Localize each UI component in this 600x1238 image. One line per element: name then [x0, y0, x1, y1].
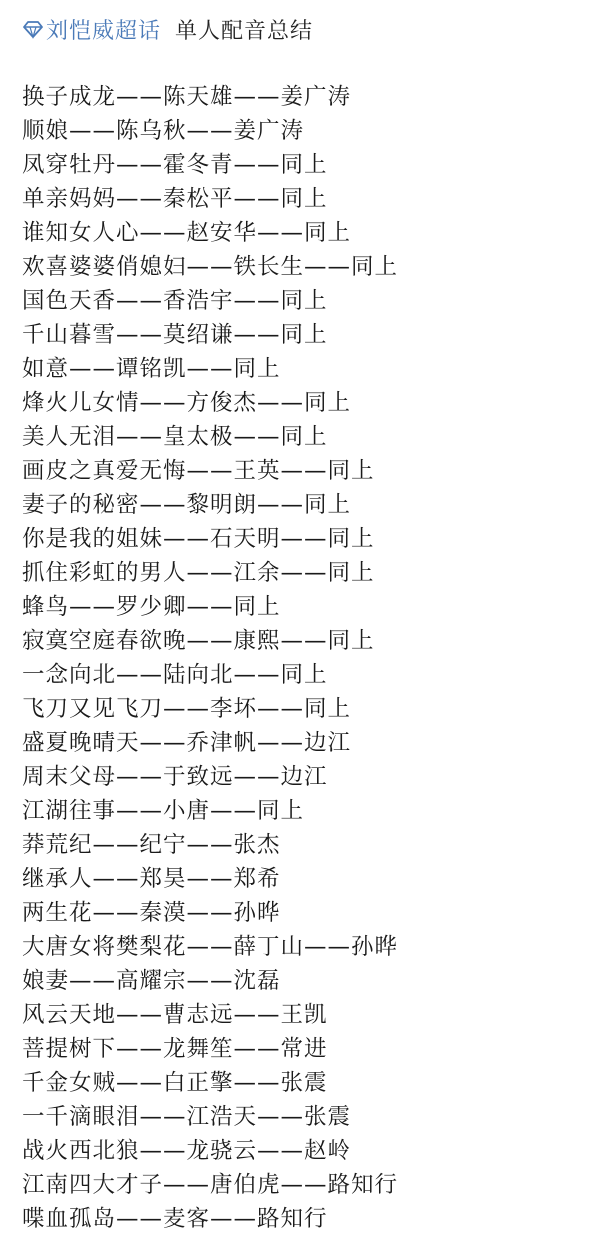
list-item: 周末父母——于致远——边江	[22, 764, 328, 790]
cropped-line	[0, 1228, 600, 1238]
super-topic-link[interactable]: 刘恺威超话	[46, 18, 162, 44]
list-item: 蜂鸟——罗少卿——同上	[22, 594, 281, 620]
list-item: 寂寞空庭春欲晚——康熙——同上	[22, 628, 375, 654]
dubbing-list	[22, 80, 592, 1236]
list-item: 如意——谭铭凯——同上	[22, 356, 281, 382]
list-item: 你是我的姐妹——石天明——同上	[22, 526, 375, 552]
list-item: 娘妻——高耀宗——沈磊	[22, 968, 281, 994]
list-item: 妻子的秘密——黎明朗——同上	[22, 492, 352, 518]
list-item: 一千滴眼泪——江浩天——张震	[22, 1104, 352, 1130]
list-item: 江南四大才子——唐伯虎——路知行	[22, 1172, 399, 1198]
list-item: 谁知女人心——赵安华——同上	[22, 220, 352, 246]
list-item: 喋血孤岛——麦客——路知行	[22, 1206, 328, 1232]
list-item: 莽荒纪——纪宁——张杰	[22, 832, 281, 858]
list-item: 抓住彩虹的男人——江余——同上	[22, 560, 375, 586]
list-item: 两生花——秦漠——孙晔	[22, 900, 281, 926]
list-item: 风云天地——曹志远——王凯	[22, 1002, 328, 1028]
list-item: 飞刀又见飞刀——李坏——同上	[22, 696, 352, 722]
list-item: 菩提树下——龙舞笙——常进	[22, 1036, 328, 1062]
list-item: 欢喜婆婆俏媳妇——铁长生——同上	[22, 254, 399, 280]
list-item: 画皮之真爱无悔——王英——同上	[22, 458, 375, 484]
list-item: 凤穿牡丹——霍冬青——同上	[22, 152, 328, 178]
list-item: 单亲妈妈——秦松平——同上	[22, 186, 328, 212]
list-item: 千山暮雪——莫绍谦——同上	[22, 322, 328, 348]
list-item: 千金女贼——白正擎——张震	[22, 1070, 328, 1096]
list-item: 盛夏晚晴天——乔津帆——边江	[22, 730, 352, 756]
list-item: 美人无泪——皇太极——同上	[22, 424, 328, 450]
list-item: 大唐女将樊梨花——薛丁山——孙晔	[22, 934, 399, 960]
list-item: 国色天香——香浩宇——同上	[22, 288, 328, 314]
diamond-icon[interactable]	[22, 18, 44, 40]
list-item: 换子成龙——陈天雄——姜广涛	[22, 84, 352, 110]
list-item: 烽火儿女情——方俊杰——同上	[22, 390, 352, 416]
list-item: 江湖往事——小唐——同上	[22, 798, 305, 824]
list-item: 战火西北狼——龙骁云——赵岭	[22, 1138, 352, 1164]
list-item: 顺娘——陈乌秋——姜广涛	[22, 118, 305, 144]
list-item: 一念向北——陆向北——同上	[22, 662, 328, 688]
list-item: 继承人——郑昊——郑希	[22, 866, 281, 892]
post-header	[22, 10, 313, 48]
post-title: 单人配音总结	[175, 18, 314, 44]
